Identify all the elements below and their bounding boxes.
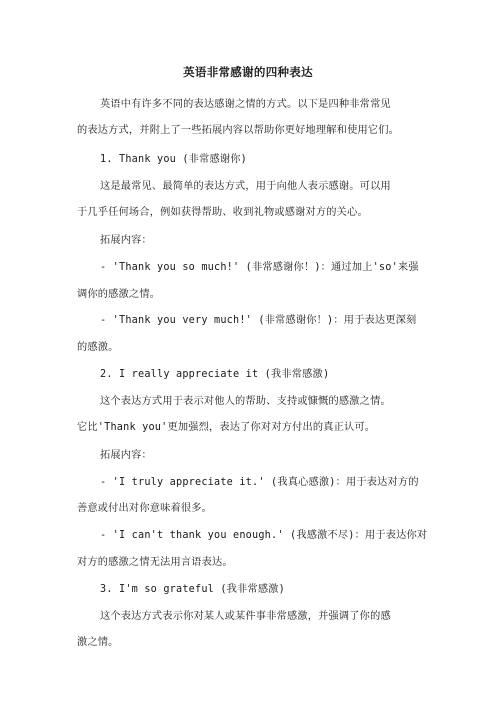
paragraph-line: 这个表达方式用于表示对他人的帮助、支持或慷慨的感激之情。 [100, 396, 391, 407]
intro-line-2: 的表达方式，并附上了一些拓展内容以帮助你更好地理解和使用它们。 [77, 125, 400, 136]
paragraph-line: 于几乎任何场合，例如获得帮助、收到礼物或感谢对方的关心。 [77, 207, 368, 218]
list-item-line: 的感激。 [77, 342, 119, 353]
section-heading-3: 3. I'm so grateful (我非常感激) [100, 584, 285, 595]
section-heading-2: 2. I really appreciate it (我非常感激) [100, 369, 330, 380]
extension-label: 拓展内容： [100, 450, 152, 461]
paragraph-line: 这是最常见、最简单的表达方式，用于向他人表示感谢。可以用 [100, 181, 391, 192]
list-item-line: 调你的感激之情。 [77, 289, 161, 300]
list-item-line: - 'I truly appreciate it.' (我真心感激)：用于表达对方的 [100, 477, 419, 488]
section-heading-1: 1. Thank you (非常感谢你) [100, 154, 247, 165]
paragraph-line: 激之情。 [77, 637, 119, 648]
list-item-line: - 'I can't thank you enough.' (我感激不尽)：用于表达你对 [100, 530, 428, 541]
list-item-line: - 'Thank you so much!' (非常感谢你！)：通过加上'so'来强 [100, 262, 419, 273]
list-item-line: 对方的感激之情无法用言语表达。 [77, 557, 233, 568]
document-title: 英语非常感谢的四种表达 [183, 65, 313, 79]
list-item-line: - 'Thank you very much!' (非常感谢你！)：用于表达更深刻 [100, 315, 417, 326]
paragraph-line: 这个表达方式表示你对某人或某件事非常感激，并强调了你的感 [100, 611, 391, 622]
list-item-line: 善意或付出对你意味着很多。 [77, 503, 213, 514]
paragraph-line: 它比'Thank you'更加强烈，表达了你对对方付出的真正认可。 [77, 422, 376, 433]
intro-line-1: 英语中有许多不同的表达感谢之情的方式。以下是四种非常常见 [100, 99, 391, 110]
extension-label: 拓展内容： [100, 235, 152, 246]
